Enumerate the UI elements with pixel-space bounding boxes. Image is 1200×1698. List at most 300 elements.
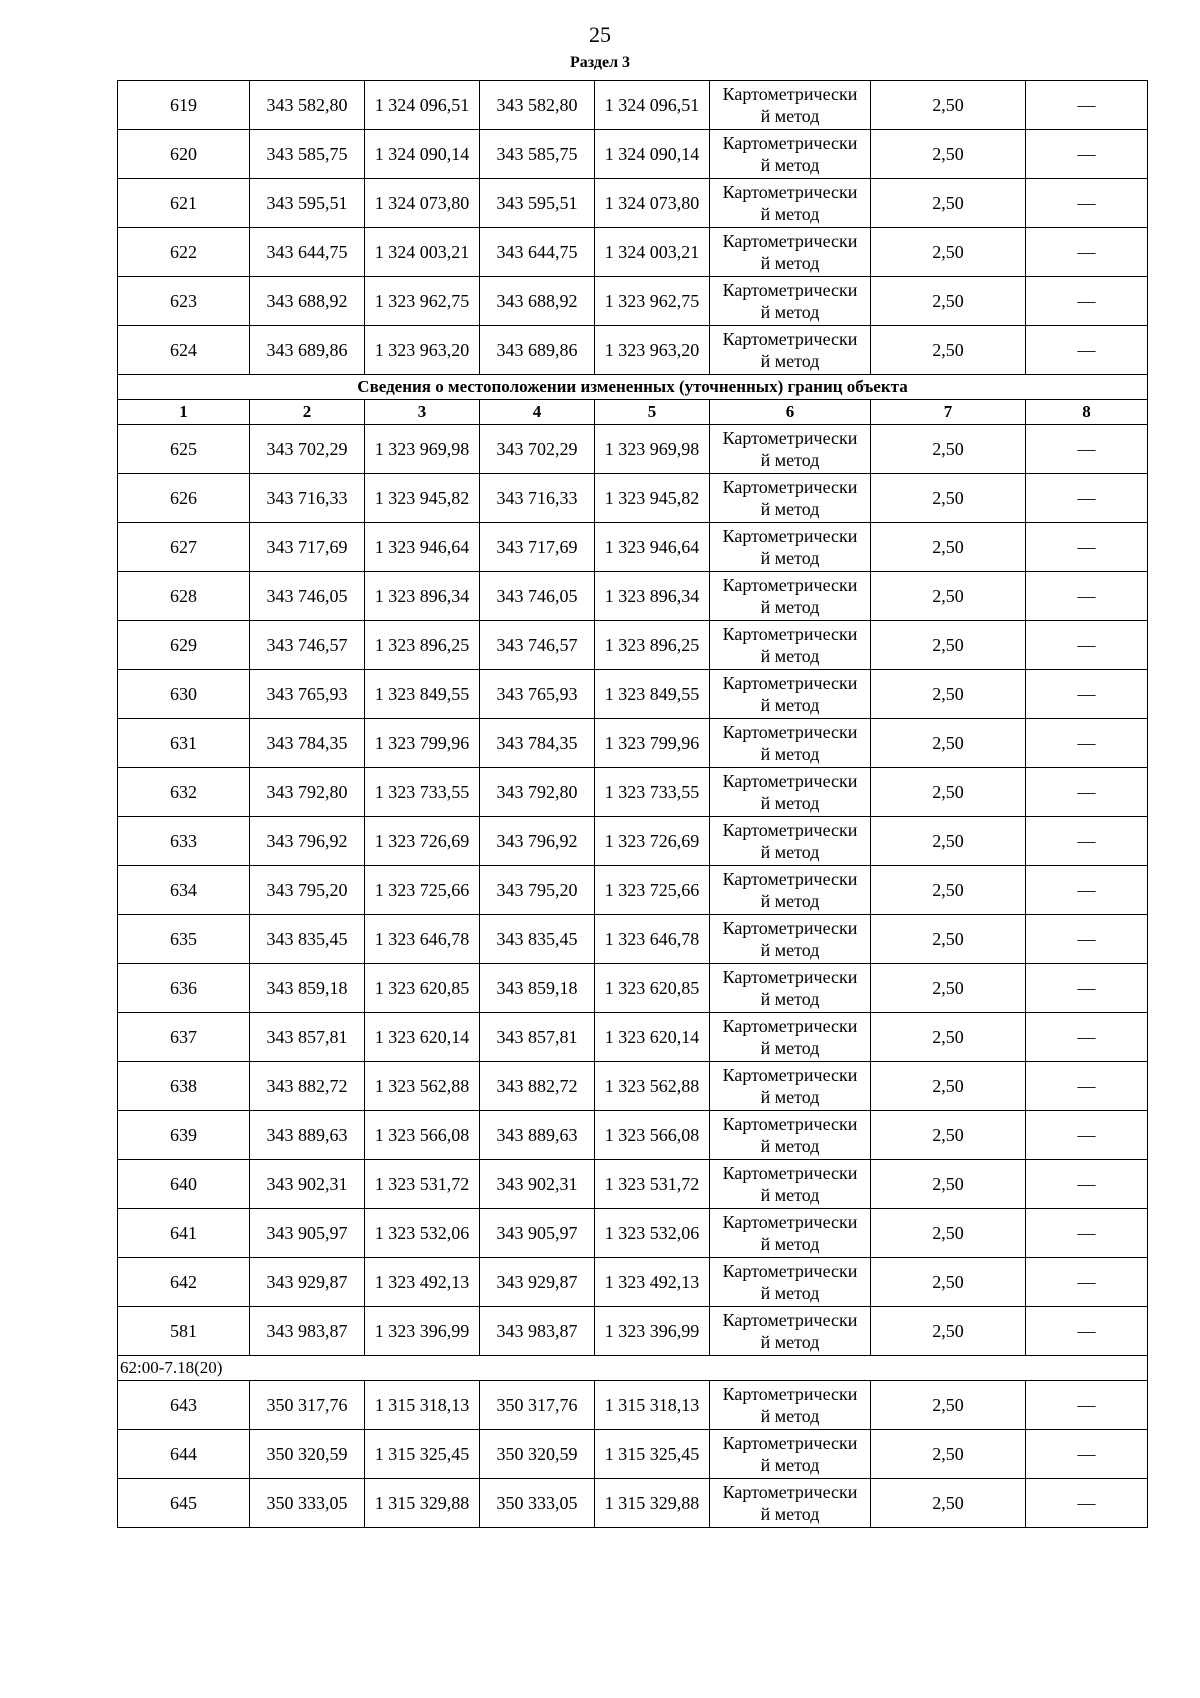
method-line-2: й метод [760,744,820,764]
column-number: 7 [871,400,1026,425]
table-row [118,1479,1148,1528]
new-y-cell: 1 323 962,75 [595,277,710,326]
table-row [118,277,1148,326]
new-x-cell: 343 795,20 [480,866,595,915]
new-y-cell: 1 324 090,14 [595,130,710,179]
existing-y-cell: 1 323 962,75 [365,277,480,326]
existing-y-cell: 1 324 096,51 [365,81,480,130]
table-row [118,719,1148,768]
new-x-cell: 343 765,93 [480,670,595,719]
method-line-2: й метод [760,646,820,666]
existing-y-cell: 1 323 531,72 [365,1160,480,1209]
method-line-2: й метод [760,1234,820,1254]
method-line-1: Картометрически [722,1482,858,1502]
note-cell: — [1026,228,1148,277]
note-cell: — [1026,1258,1148,1307]
method-line-1: Картометрически [722,1261,858,1281]
method-line-2: й метод [760,793,820,813]
method-line-2: й метод [760,1038,820,1058]
table-row [118,130,1148,179]
table-row [118,1258,1148,1307]
point-number-cell: 632 [118,768,250,817]
method-cell [710,81,871,130]
method-line-2: й метод [760,940,820,960]
new-y-cell: 1 323 726,69 [595,817,710,866]
method-line-2: й метод [760,1504,820,1524]
method-line-1: Картометрически [722,624,858,644]
new-x-cell: 343 746,05 [480,572,595,621]
method-line-1: Картометрически [722,1065,858,1085]
accuracy-cell: 2,50 [871,1381,1026,1430]
table-row [118,1307,1148,1356]
existing-x-cell: 343 746,57 [250,621,365,670]
new-x-cell: 350 333,05 [480,1479,595,1528]
table-row [118,1209,1148,1258]
note-cell: — [1026,621,1148,670]
method-line-1: Картометрически [722,1310,858,1330]
parcel-label-row [118,1356,1148,1381]
point-number-cell: 636 [118,964,250,1013]
method-cell [710,1209,871,1258]
note-cell: — [1026,1209,1148,1258]
method-cell [710,621,871,670]
point-number-cell: 628 [118,572,250,621]
existing-y-cell: 1 323 849,55 [365,670,480,719]
new-x-cell: 343 702,29 [480,425,595,474]
method-line-1: Картометрически [722,771,858,791]
new-y-cell: 1 323 532,06 [595,1209,710,1258]
existing-y-cell: 1 315 325,45 [365,1430,480,1479]
method-line-2: й метод [760,1455,820,1475]
existing-x-cell: 343 585,75 [250,130,365,179]
note-cell: — [1026,1479,1148,1528]
new-y-cell: 1 323 799,96 [595,719,710,768]
method-cell [710,1479,871,1528]
table-row [118,621,1148,670]
new-x-cell: 343 582,80 [480,81,595,130]
point-number-cell: 622 [118,228,250,277]
existing-x-cell: 343 765,93 [250,670,365,719]
new-y-cell: 1 323 566,08 [595,1111,710,1160]
accuracy-cell: 2,50 [871,425,1026,474]
accuracy-cell: 2,50 [871,474,1026,523]
existing-y-cell: 1 323 946,64 [365,523,480,572]
existing-x-cell: 343 857,81 [250,1013,365,1062]
existing-x-cell: 343 688,92 [250,277,365,326]
table-row [118,228,1148,277]
accuracy-cell: 2,50 [871,1160,1026,1209]
method-line-1: Картометрически [722,231,858,251]
new-x-cell: 343 983,87 [480,1307,595,1356]
note-cell: — [1026,523,1148,572]
section-heading-block [118,375,1148,425]
method-line-2: й метод [760,253,820,273]
method-line-2: й метод [760,548,820,568]
existing-y-cell: 1 323 396,99 [365,1307,480,1356]
point-number-cell: 626 [118,474,250,523]
new-y-cell: 1 323 896,34 [595,572,710,621]
note-cell: — [1026,425,1148,474]
existing-y-cell: 1 323 963,20 [365,326,480,375]
new-y-cell: 1 323 849,55 [595,670,710,719]
point-number-cell: 620 [118,130,250,179]
new-x-cell: 343 746,57 [480,621,595,670]
method-line-1: Картометрически [722,575,858,595]
new-y-cell: 1 323 620,14 [595,1013,710,1062]
existing-y-cell: 1 323 646,78 [365,915,480,964]
table-row [118,866,1148,915]
new-y-cell: 1 323 946,64 [595,523,710,572]
note-cell: — [1026,915,1148,964]
point-number-cell: 629 [118,621,250,670]
new-x-cell: 350 320,59 [480,1430,595,1479]
method-line-2: й метод [760,597,820,617]
point-number-cell: 625 [118,425,250,474]
method-cell [710,130,871,179]
method-line-1: Картометрически [722,329,858,349]
method-line-1: Картометрически [722,526,858,546]
table-row [118,1381,1148,1430]
new-x-cell: 350 317,76 [480,1381,595,1430]
table-row [118,964,1148,1013]
method-cell [710,866,871,915]
method-cell [710,817,871,866]
note-cell: — [1026,81,1148,130]
note-cell: — [1026,719,1148,768]
point-number-cell: 637 [118,1013,250,1062]
method-line-2: й метод [760,106,820,126]
existing-x-cell: 343 644,75 [250,228,365,277]
section-heading: Сведения о местоположении измененных (уточненных) границ объекта [118,375,1148,400]
method-cell [710,670,871,719]
existing-x-cell: 343 702,29 [250,425,365,474]
column-number: 5 [595,400,710,425]
method-cell [710,326,871,375]
method-line-2: й метод [760,351,820,371]
note-cell: — [1026,179,1148,228]
existing-x-cell: 343 835,45 [250,915,365,964]
point-number-cell: 643 [118,1381,250,1430]
accuracy-cell: 2,50 [871,523,1026,572]
method-cell [710,1307,871,1356]
accuracy-cell: 2,50 [871,1111,1026,1160]
point-number-cell: 638 [118,1062,250,1111]
existing-x-cell: 343 795,20 [250,866,365,915]
accuracy-cell: 2,50 [871,1258,1026,1307]
section-title: Раздел 3 [569,54,631,71]
new-y-cell: 1 315 318,13 [595,1381,710,1430]
accuracy-cell: 2,50 [871,179,1026,228]
new-x-cell: 343 857,81 [480,1013,595,1062]
table-row [118,670,1148,719]
method-line-2: й метод [760,450,820,470]
method-line-2: й метод [760,989,820,1009]
method-line-2: й метод [760,1332,820,1352]
note-cell: — [1026,817,1148,866]
accuracy-cell: 2,50 [871,1479,1026,1528]
new-y-cell: 1 323 969,98 [595,425,710,474]
rows-group-1 [118,81,1148,375]
accuracy-cell: 2,50 [871,1209,1026,1258]
note-cell: — [1026,130,1148,179]
method-line-2: й метод [760,842,820,862]
accuracy-cell: 2,50 [871,964,1026,1013]
method-cell [710,1111,871,1160]
new-x-cell: 343 929,87 [480,1258,595,1307]
accuracy-cell: 2,50 [871,621,1026,670]
method-line-1: Картометрически [722,673,858,693]
method-cell [710,179,871,228]
new-y-cell: 1 315 329,88 [595,1479,710,1528]
method-line-2: й метод [760,1283,820,1303]
new-y-cell: 1 323 620,85 [595,964,710,1013]
point-number-cell: 623 [118,277,250,326]
accuracy-cell: 2,50 [871,130,1026,179]
note-cell: — [1026,866,1148,915]
method-cell [710,1013,871,1062]
note-cell: — [1026,1111,1148,1160]
point-number-cell: 619 [118,81,250,130]
table-row [118,1111,1148,1160]
method-cell [710,964,871,1013]
existing-x-cell: 343 717,69 [250,523,365,572]
new-x-cell: 343 889,63 [480,1111,595,1160]
method-cell [710,1062,871,1111]
method-line-1: Картометрически [722,1433,858,1453]
new-x-cell: 343 595,51 [480,179,595,228]
column-number: 4 [480,400,595,425]
method-cell [710,1160,871,1209]
table-row [118,915,1148,964]
method-cell [710,719,871,768]
note-cell: — [1026,1307,1148,1356]
note-cell: — [1026,474,1148,523]
new-x-cell: 343 796,92 [480,817,595,866]
new-x-cell: 343 717,69 [480,523,595,572]
table-row [118,179,1148,228]
existing-x-cell: 343 746,05 [250,572,365,621]
existing-x-cell: 350 333,05 [250,1479,365,1528]
column-number: 2 [250,400,365,425]
note-cell: — [1026,1430,1148,1479]
new-y-cell: 1 324 003,21 [595,228,710,277]
method-line-2: й метод [760,499,820,519]
accuracy-cell: 2,50 [871,1013,1026,1062]
point-number-cell: 639 [118,1111,250,1160]
accuracy-cell: 2,50 [871,572,1026,621]
existing-x-cell: 343 595,51 [250,179,365,228]
existing-y-cell: 1 323 566,08 [365,1111,480,1160]
accuracy-cell: 2,50 [871,326,1026,375]
existing-y-cell: 1 323 620,85 [365,964,480,1013]
note-cell: — [1026,277,1148,326]
existing-y-cell: 1 323 492,13 [365,1258,480,1307]
table-row [118,1062,1148,1111]
new-x-cell: 343 902,31 [480,1160,595,1209]
new-y-cell: 1 323 963,20 [595,326,710,375]
point-number-cell: 640 [118,1160,250,1209]
point-number-cell: 634 [118,866,250,915]
method-line-1: Картометрически [722,820,858,840]
method-line-1: Картометрически [722,477,858,497]
point-number-cell: 581 [118,1307,250,1356]
point-number-cell: 644 [118,1430,250,1479]
existing-y-cell: 1 323 725,66 [365,866,480,915]
accuracy-cell: 2,50 [871,768,1026,817]
parcel-label: 62:00-7.18(20) [118,1356,1148,1381]
point-number-cell: 621 [118,179,250,228]
method-line-2: й метод [760,204,820,224]
accuracy-cell: 2,50 [871,1430,1026,1479]
method-line-1: Картометрически [722,967,858,987]
point-number-cell: 633 [118,817,250,866]
table-row [118,81,1148,130]
method-cell [710,474,871,523]
method-line-1: Картометрически [722,182,858,202]
page-number: 25 [589,22,611,47]
existing-y-cell: 1 315 329,88 [365,1479,480,1528]
new-x-cell: 343 792,80 [480,768,595,817]
existing-y-cell: 1 323 733,55 [365,768,480,817]
note-cell: — [1026,572,1148,621]
accuracy-cell: 2,50 [871,670,1026,719]
method-cell [710,228,871,277]
accuracy-cell: 2,50 [871,866,1026,915]
existing-y-cell: 1 323 896,34 [365,572,480,621]
existing-y-cell: 1 323 726,69 [365,817,480,866]
method-cell [710,572,871,621]
existing-x-cell: 343 689,86 [250,326,365,375]
table-row [118,326,1148,375]
existing-x-cell: 350 320,59 [250,1430,365,1479]
table-row [118,474,1148,523]
note-cell: — [1026,1062,1148,1111]
new-x-cell: 343 716,33 [480,474,595,523]
point-number-cell: 645 [118,1479,250,1528]
existing-y-cell: 1 323 945,82 [365,474,480,523]
existing-y-cell: 1 323 799,96 [365,719,480,768]
method-line-1: Картометрически [722,280,858,300]
column-number: 3 [365,400,480,425]
method-line-1: Картометрически [722,1212,858,1232]
table-row [118,1160,1148,1209]
existing-y-cell: 1 323 969,98 [365,425,480,474]
coordinates-table [117,80,1148,1528]
table-row [118,817,1148,866]
method-cell [710,1430,871,1479]
existing-y-cell: 1 323 562,88 [365,1062,480,1111]
note-cell: — [1026,1013,1148,1062]
new-y-cell: 1 323 646,78 [595,915,710,964]
point-number-cell: 630 [118,670,250,719]
method-line-2: й метод [760,695,820,715]
point-number-cell: 631 [118,719,250,768]
method-cell [710,277,871,326]
new-y-cell: 1 323 725,66 [595,866,710,915]
method-cell [710,768,871,817]
existing-y-cell: 1 323 896,25 [365,621,480,670]
point-number-cell: 635 [118,915,250,964]
accuracy-cell: 2,50 [871,1307,1026,1356]
point-number-cell: 624 [118,326,250,375]
existing-y-cell: 1 315 318,13 [365,1381,480,1430]
method-line-2: й метод [760,1406,820,1426]
new-x-cell: 343 835,45 [480,915,595,964]
method-line-1: Картометрически [722,84,858,104]
new-y-cell: 1 323 733,55 [595,768,710,817]
table-row [118,1013,1148,1062]
existing-x-cell: 343 796,92 [250,817,365,866]
method-line-2: й метод [760,891,820,911]
existing-x-cell: 343 859,18 [250,964,365,1013]
new-y-cell: 1 323 492,13 [595,1258,710,1307]
accuracy-cell: 2,50 [871,1062,1026,1111]
new-y-cell: 1 323 531,72 [595,1160,710,1209]
method-cell [710,1258,871,1307]
table-row [118,572,1148,621]
table-row [118,425,1148,474]
method-line-1: Картометрически [722,1114,858,1134]
existing-x-cell: 343 582,80 [250,81,365,130]
existing-x-cell: 343 792,80 [250,768,365,817]
note-cell: — [1026,670,1148,719]
method-line-2: й метод [760,1185,820,1205]
accuracy-cell: 2,50 [871,915,1026,964]
existing-x-cell: 343 983,87 [250,1307,365,1356]
existing-y-cell: 1 323 620,14 [365,1013,480,1062]
new-y-cell: 1 315 325,45 [595,1430,710,1479]
rows-group-2 [118,425,1148,1356]
new-y-cell: 1 323 896,25 [595,621,710,670]
existing-x-cell: 343 784,35 [250,719,365,768]
method-line-2: й метод [760,155,820,175]
existing-x-cell: 343 882,72 [250,1062,365,1111]
existing-x-cell: 350 317,76 [250,1381,365,1430]
accuracy-cell: 2,50 [871,719,1026,768]
note-cell: — [1026,1381,1148,1430]
method-cell [710,1381,871,1430]
existing-y-cell: 1 323 532,06 [365,1209,480,1258]
new-x-cell: 343 882,72 [480,1062,595,1111]
point-number-cell: 642 [118,1258,250,1307]
column-number: 1 [118,400,250,425]
method-line-1: Картометрически [722,133,858,153]
existing-x-cell: 343 889,63 [250,1111,365,1160]
new-x-cell: 343 784,35 [480,719,595,768]
method-cell [710,523,871,572]
new-x-cell: 343 689,86 [480,326,595,375]
new-y-cell: 1 324 073,80 [595,179,710,228]
accuracy-cell: 2,50 [871,817,1026,866]
method-line-2: й метод [760,302,820,322]
note-cell: — [1026,964,1148,1013]
parcel-label-block [118,1356,1148,1381]
new-x-cell: 343 585,75 [480,130,595,179]
method-cell [710,915,871,964]
table-row [118,1430,1148,1479]
method-line-1: Картометрически [722,1016,858,1036]
point-number-cell: 627 [118,523,250,572]
method-line-1: Картометрически [722,1384,858,1404]
method-cell [710,425,871,474]
point-number-cell: 641 [118,1209,250,1258]
note-cell: — [1026,768,1148,817]
method-line-1: Картометрически [722,428,858,448]
new-x-cell: 343 688,92 [480,277,595,326]
note-cell: — [1026,1160,1148,1209]
existing-y-cell: 1 324 090,14 [365,130,480,179]
method-line-2: й метод [760,1136,820,1156]
